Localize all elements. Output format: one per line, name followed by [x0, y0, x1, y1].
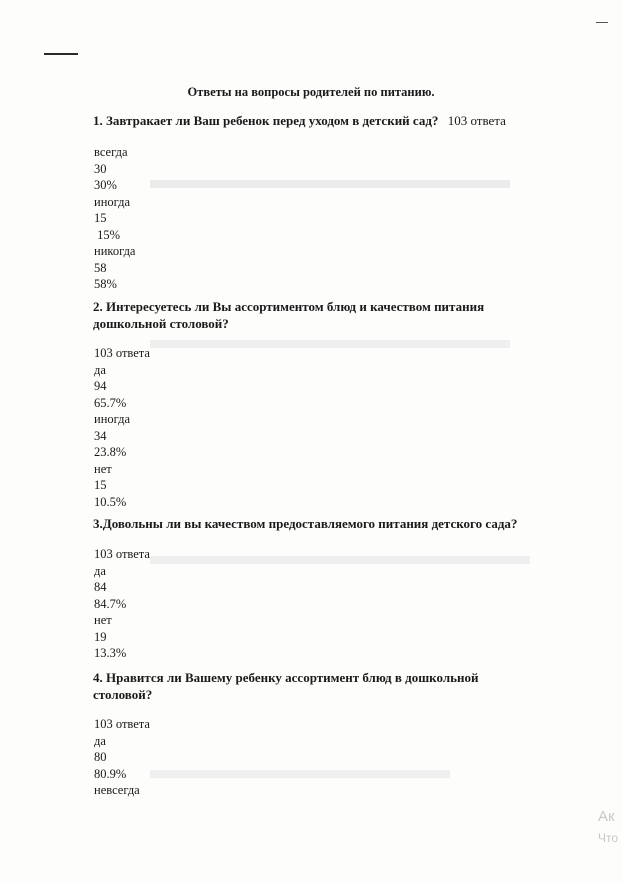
answer-line: всегда: [94, 145, 128, 159]
bleed-through-mark: [150, 340, 510, 348]
answer-line: невсегда: [94, 783, 140, 797]
question-2-heading: [93, 298, 573, 332]
question-1-answers: [94, 144, 135, 293]
question-4-heading: [93, 669, 573, 703]
answer-line: 10.5%: [94, 494, 127, 509]
answer-line: 103 ответа: [94, 547, 150, 561]
scan-mark: [596, 22, 608, 23]
answer-line: 13.3%: [94, 646, 127, 660]
question-3-text: 3.Довольны ли вы качеством предоставляемого питания детского сада?: [93, 516, 518, 531]
activation-watermark-line2: Что: [598, 831, 619, 845]
answer-line: 65.7%: [94, 395, 127, 410]
bleed-through-mark: [150, 770, 450, 778]
answer-line: 15%: [94, 227, 121, 242]
document-title: Ответы на вопросы родителей по питанию.: [187, 85, 435, 99]
question-4-answers: [94, 716, 150, 799]
answer-line: 15: [94, 211, 107, 225]
answer-line: да: [94, 733, 106, 748]
question-2-text-line2: дошкольной столовой?: [93, 316, 229, 331]
answer-line: 84: [94, 580, 107, 594]
answer-line: 94: [94, 379, 107, 393]
answer-line: 80.9%: [94, 766, 127, 781]
bleed-through-mark: [150, 180, 510, 188]
answer-line: 80: [94, 750, 107, 764]
answer-line: да: [94, 362, 106, 377]
answer-line: 84.7%: [94, 596, 127, 611]
scan-mark: [44, 53, 78, 55]
answer-line: 103 ответа: [94, 346, 150, 360]
answer-line: 58: [94, 260, 107, 275]
answer-line: иногда: [94, 194, 131, 209]
answer-line: 30: [94, 161, 107, 176]
question-2-text-line1: 2. Интересуетесь ли Вы ассортиментом блюд и качеством питания: [93, 299, 485, 314]
question-4-text-line2: столовой?: [93, 687, 153, 702]
activation-watermark-line1: Ак: [598, 808, 615, 825]
question-3-heading: [93, 515, 573, 532]
answer-line: иногда: [94, 412, 131, 426]
question-1-text: 1. Завтракает ли Ваш ребенок перед уходом в детский сад?: [93, 113, 439, 128]
answer-line: 19: [94, 629, 107, 644]
bleed-through-mark: [150, 556, 530, 564]
answer-line: 15: [94, 478, 107, 492]
answer-line: да: [94, 563, 106, 578]
question-1-heading: [93, 112, 573, 129]
answer-line: 23.8%: [94, 445, 127, 459]
answer-line: 34: [94, 428, 107, 443]
answer-line: 30%: [94, 178, 117, 192]
question-3-answers: [94, 546, 150, 662]
question-4-text-line1: 4. Нравится ли Вашему ребенку ассортимент блюд в дошкольной: [93, 670, 479, 685]
question-1-count: 103 ответа: [447, 113, 506, 128]
answer-line: никогда: [94, 244, 136, 258]
answer-line: 58%: [94, 277, 117, 291]
question-2-answers: [94, 345, 150, 510]
answer-line: 103 ответа: [94, 717, 150, 731]
answer-line: нет: [94, 461, 112, 476]
answer-line: нет: [94, 613, 112, 627]
